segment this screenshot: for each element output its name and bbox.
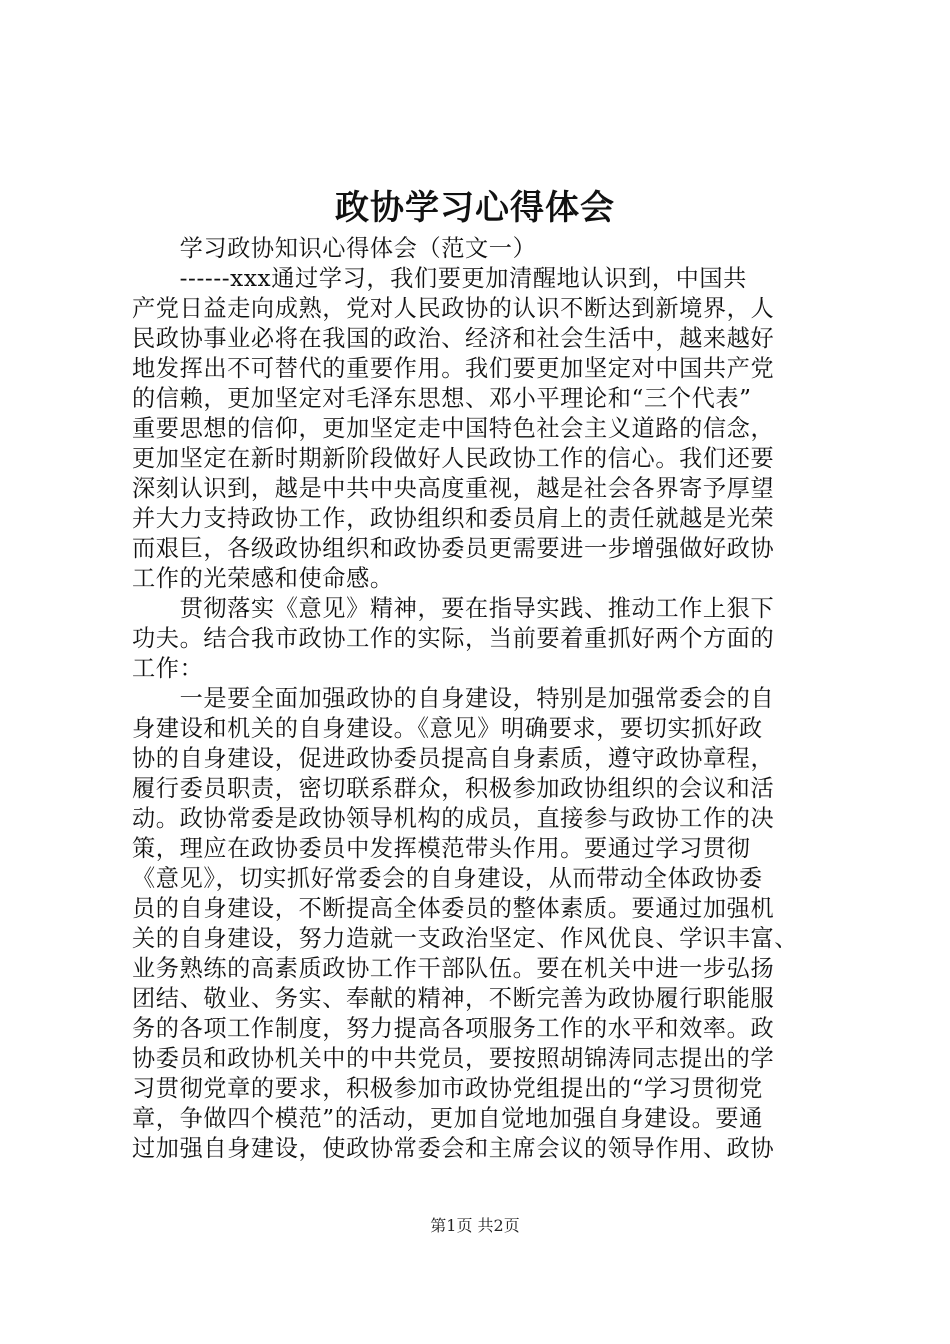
text-line: 功夫。结合我市政协工作的实际，当前要着重抓好两个方面的: [132, 625, 775, 652]
text-line: 深刻认识到，越是中共中央高度重视，越是社会各界寄予厚望: [132, 475, 775, 502]
text-line: 的信赖，更加坚定对毛泽东思想、邓小平理论和“三个代表”: [132, 385, 752, 412]
document-body: [132, 234, 832, 1164]
text-line: 关的自身建设，努力造就一支政治坚定、作风优良、学识丰富、: [132, 925, 799, 952]
text-line: 《意见》，切实抓好常委会的自身建设，从而带动全体政协委: [132, 865, 763, 892]
text-line: 身建设和机关的自身建设。《意见》明确要求，要切实抓好政: [132, 715, 763, 742]
text-line: 贯彻落实《意见》精神，要在指导实践、推动工作上狠下: [132, 595, 775, 622]
text-line: 工作：: [132, 655, 204, 682]
text-line: ------xxx通过学习，我们要更加清醒地认识到，中国共: [132, 265, 747, 292]
text-line: 员的自身建设，不断提高全体委员的整体素质。要通过加强机: [132, 895, 775, 922]
text-line: 章，争做四个模范”的活动，更加自觉地加强自身建设。要通: [132, 1105, 763, 1132]
text-line: 工作的光荣感和使命感。: [132, 565, 394, 592]
text-line: 动。政协常委是政协领导机构的成员，直接参与政协工作的决: [132, 805, 775, 832]
text-line: 策，理应在政协委员中发挥模范带头作用。要通过学习贯彻: [132, 835, 751, 862]
page-footer: 第1页 共2页: [430, 1216, 520, 1235]
text-line: 团结、敬业、务实、奉献的精神，不断完善为政协履行职能服: [132, 985, 775, 1012]
text-line: 履行委员职责，密切联系群众，积极参加政协组织的会议和活: [132, 775, 775, 802]
text-line: 过加强自身建设，使政协常委会和主席会议的领导作用、政协: [132, 1135, 775, 1162]
text-line: 产党日益走向成熟，党对人民政协的认识不断达到新境界，人: [132, 295, 775, 322]
text-line: 务的各项工作制度，努力提高各项服务工作的水平和效率。政: [132, 1015, 775, 1042]
text-line: 业务熟练的高素质政协工作干部队伍。要在机关中进一步弘扬: [132, 955, 775, 982]
text-line: 习贯彻党章的要求，积极参加市政协党组提出的“学习贯彻党: [132, 1075, 763, 1102]
text-line: 学习政协知识心得体会（范文一）: [132, 235, 537, 262]
text-line: 并大力支持政协工作，政协组织和委员肩上的责任就越是光荣: [132, 505, 775, 532]
text-line: 民政协事业必将在我国的政治、经济和社会生活中，越来越好: [132, 325, 775, 352]
text-line: 协委员和政协机关中的中共党员，要按照胡锦涛同志提出的学: [132, 1045, 775, 1072]
text-line: 地发挥出不可替代的重要作用。我们要更加坚定对中国共产党: [132, 355, 775, 382]
text-line: 更加坚定在新时期新阶段做好人民政协工作的信心。我们还要: [132, 445, 775, 472]
text-line: 重要思想的信仰，更加坚定走中国特色社会主义道路的信念，: [132, 415, 775, 442]
text-line: 一是要全面加强政协的自身建设，特别是加强常委会的自: [132, 685, 775, 712]
text-line: 协的自身建设，促进政协委员提高自身素质，遵守政协章程，: [132, 745, 775, 772]
document-title: 政协学习心得体会: [335, 188, 615, 228]
text-line: 而艰巨，各级政协组织和政协委员更需要进一步增强做好政协: [132, 535, 775, 562]
